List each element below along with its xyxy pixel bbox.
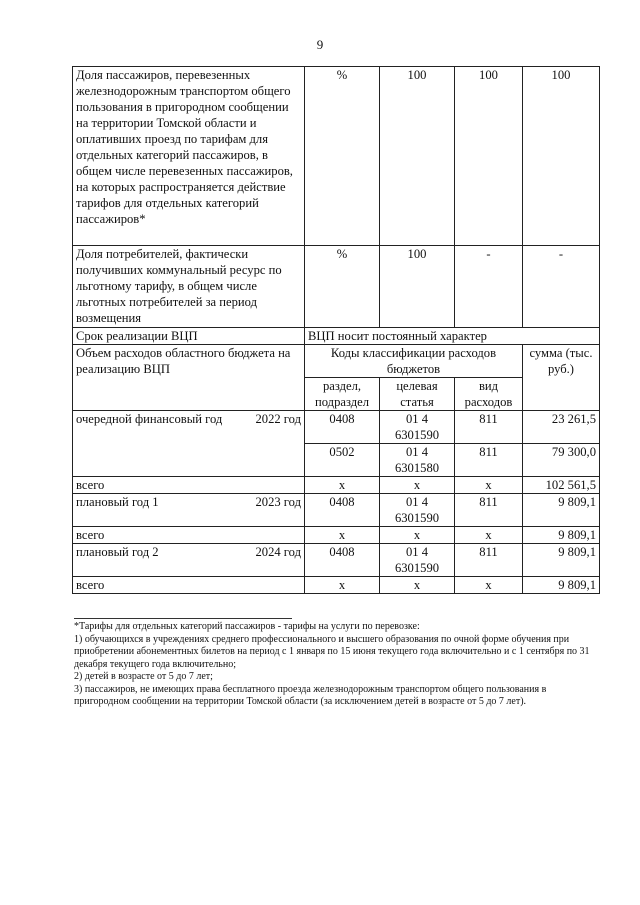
footnote-line: *Тарифы для отдельных категорий пассажиров - тарифы на услуги по перевозке: bbox=[74, 621, 420, 632]
budget-row bbox=[73, 544, 600, 577]
indicator-row bbox=[73, 246, 600, 328]
target-code: х bbox=[380, 527, 455, 544]
total-row bbox=[73, 477, 600, 494]
program-table bbox=[72, 66, 600, 594]
total-row bbox=[73, 577, 600, 594]
total-label: всего bbox=[73, 527, 305, 544]
target-code: 01 4 6301590 bbox=[380, 544, 455, 577]
total-label: всего bbox=[73, 477, 305, 494]
term-value: ВЦП носит постоянный характер bbox=[305, 328, 600, 345]
budget-row bbox=[73, 494, 600, 527]
period-label bbox=[73, 494, 305, 527]
footnote-line: 3) пассажиров, не имеющих права бесплатного проезда железнодорожным транспортом общего пользования в пригородном сообщении на территории Томской области (за исключением детей в возрасте от 5 до 7 лет). bbox=[74, 683, 547, 707]
section-code: х bbox=[305, 527, 380, 544]
indicator-value: 100 bbox=[455, 67, 523, 246]
period-year: 2024 год bbox=[255, 545, 301, 559]
sum-value: 79 300,0 bbox=[523, 444, 600, 477]
sum-value: 9 809,1 bbox=[523, 544, 600, 577]
type-code: 811 bbox=[455, 494, 523, 527]
codes-header: Коды классификации расходов бюджетов bbox=[305, 345, 523, 378]
col-target-header: целевая статья bbox=[380, 378, 455, 411]
budget-header-row bbox=[73, 345, 600, 378]
type-code: 811 bbox=[455, 411, 523, 444]
indicator-name: Доля пассажиров, перевезенных железнодорожным транспортом общего пользования в пригородном сообщении на территории Томской области и оплативших проезд по тарифам для отдельных категорий пассажиров, в общем числе перевезенных пассажиров, на которых распространяется действие тарифов для отдельных категорий пассажиров* bbox=[73, 67, 305, 246]
indicator-unit: % bbox=[305, 246, 380, 328]
section-code: 0408 bbox=[305, 411, 380, 444]
indicator-row bbox=[73, 67, 600, 246]
footnote-divider bbox=[74, 618, 292, 619]
indicator-value: - bbox=[523, 246, 600, 328]
period-label bbox=[73, 544, 305, 577]
period-label bbox=[73, 411, 305, 477]
section-code: х bbox=[305, 577, 380, 594]
target-code: х bbox=[380, 577, 455, 594]
footnote-line: 1) обучающихся в учреждениях среднего профессионального и высшего образования по очной форме обучения при приобретении абонементных билетов на период с 1 января по 15 июня текущего года включительно и с 1 сентября по 31 декабря текущего года включительно; bbox=[74, 633, 590, 670]
section-code: 0502 bbox=[305, 444, 380, 477]
footnote-line: 2) детей в возрасте от 5 до 7 лет; bbox=[74, 671, 213, 682]
period-name: плановый год 1 bbox=[76, 495, 159, 509]
indicator-value: - bbox=[455, 246, 523, 328]
section-code: 0408 bbox=[305, 494, 380, 527]
col-type-header: вид расходов bbox=[455, 378, 523, 411]
footnotes bbox=[74, 621, 604, 709]
indicator-value: 100 bbox=[380, 67, 455, 246]
section-code: 0408 bbox=[305, 544, 380, 577]
type-code: 811 bbox=[455, 444, 523, 477]
sum-value: 102 561,5 bbox=[523, 477, 600, 494]
type-code: х bbox=[455, 527, 523, 544]
term-row bbox=[73, 328, 600, 345]
type-code: х bbox=[455, 477, 523, 494]
sum-header: сумма (тыс. руб.) bbox=[523, 345, 600, 411]
sum-value: 9 809,1 bbox=[523, 527, 600, 544]
target-code: 01 4 6301590 bbox=[380, 494, 455, 527]
total-label: всего bbox=[73, 577, 305, 594]
target-code: 01 4 6301580 bbox=[380, 444, 455, 477]
term-label: Срок реализации ВЦП bbox=[73, 328, 305, 345]
total-row bbox=[73, 527, 600, 544]
type-code: х bbox=[455, 577, 523, 594]
sum-value: 9 809,1 bbox=[523, 494, 600, 527]
sum-value: 23 261,5 bbox=[523, 411, 600, 444]
section-code: х bbox=[305, 477, 380, 494]
period-year: 2023 год bbox=[255, 495, 301, 509]
budget-label: Объем расходов областного бюджета на реализацию ВЦП bbox=[73, 345, 305, 411]
col-section-header: раздел, подраздел bbox=[305, 378, 380, 411]
target-code: х bbox=[380, 477, 455, 494]
sum-value: 9 809,1 bbox=[523, 577, 600, 594]
indicator-name: Доля потребителей, фактически получивших коммунальный ресурс по льготному тарифу, в общем числе льготных потребителей за период возмещения bbox=[73, 246, 305, 328]
indicator-unit: % bbox=[305, 67, 380, 246]
budget-row bbox=[73, 411, 600, 444]
period-year: 2022 год bbox=[255, 412, 301, 426]
indicator-value: 100 bbox=[380, 246, 455, 328]
indicator-value: 100 bbox=[523, 67, 600, 246]
type-code: 811 bbox=[455, 544, 523, 577]
period-name: очередной финансовый год bbox=[76, 412, 223, 426]
target-code: 01 4 6301590 bbox=[380, 411, 455, 444]
page-number: 9 bbox=[316, 37, 324, 52]
period-name: плановый год 2 bbox=[76, 545, 159, 559]
